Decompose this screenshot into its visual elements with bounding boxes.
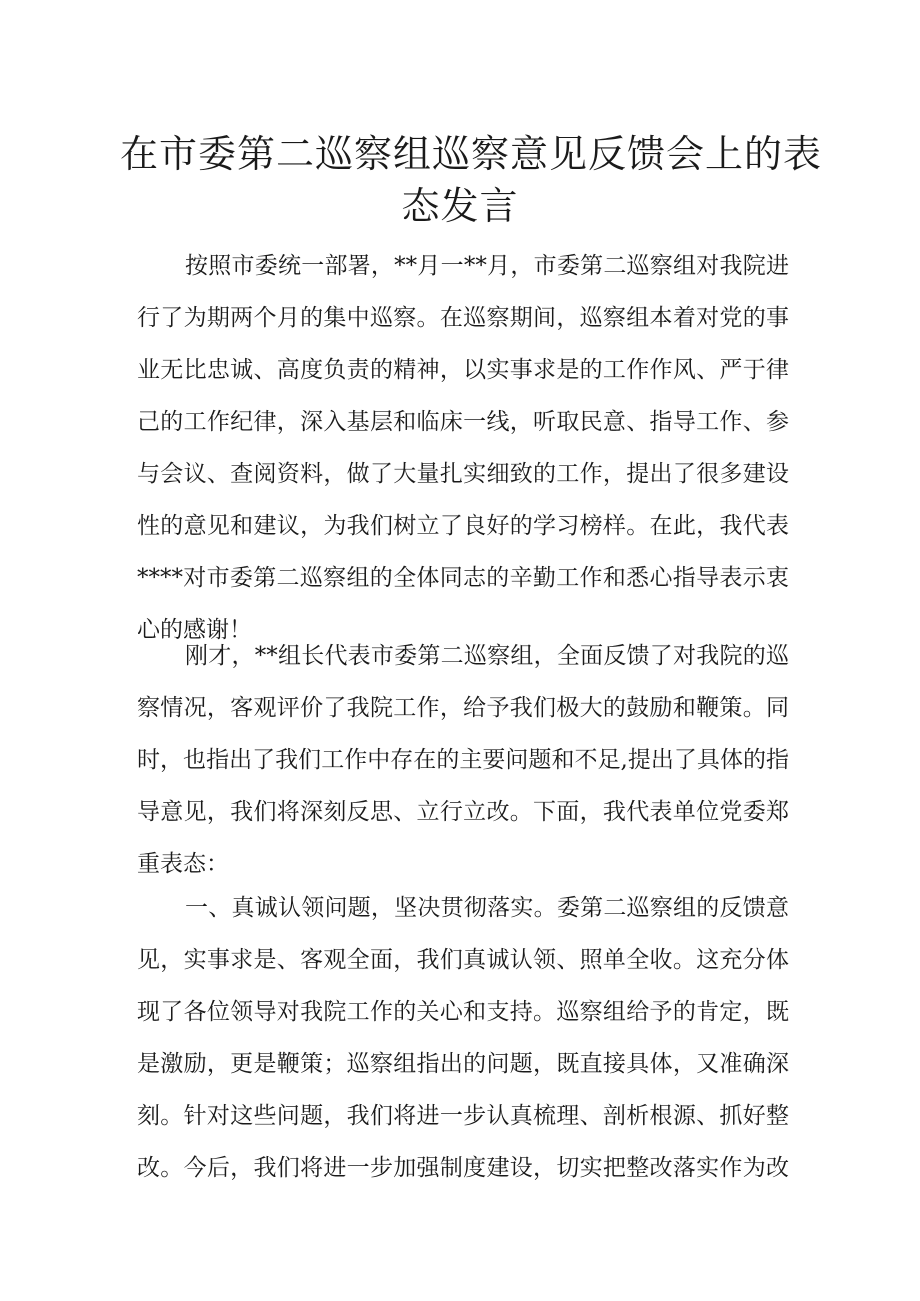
text-line: 刚才，**组长代表市委第二巡察组，全面反馈了对我院的巡 bbox=[185, 643, 789, 669]
text-line: 时，也指出了我们工作中存在的主要问题和不足,提出了具体的指 bbox=[137, 747, 789, 773]
text-line: 导意见，我们将深刻反思、立行立改。下面，我代表单位党委郑 bbox=[137, 799, 789, 825]
text-line: 一、真诚认领问题，坚决贯彻落实。委第二巡察组的反馈意 bbox=[185, 895, 789, 921]
paragraph-2 bbox=[137, 630, 789, 890]
title-line: 态发言 bbox=[401, 184, 519, 228]
text-line: 是激励，更是鞭策；巡察组指出的问题，既直接具体，又准确深 bbox=[137, 1051, 789, 1077]
text-line: 心的感谢！ bbox=[137, 617, 252, 643]
text-line: 重表态： bbox=[137, 851, 229, 877]
text-line: 业无比忠诚、高度负责的精神，以实事求是的工作作风、严于律 bbox=[137, 357, 789, 383]
text-line: 改。今后，我们将进一步加强制度建设，切实把整改落实作为改 bbox=[137, 1155, 789, 1181]
text-line: 察情况，客观评价了我院工作，给予我们极大的鼓励和鞭策。同 bbox=[137, 695, 789, 721]
paragraph-3 bbox=[137, 882, 789, 1194]
text-line: 现了各位领导对我院工作的关心和支持。巡察组给予的肯定，既 bbox=[137, 999, 789, 1025]
text-line: 行了为期两个月的集中巡察。在巡察期间，巡察组本着对党的事 bbox=[137, 305, 789, 331]
title-line: 在市委第二巡察组巡察意见反馈会上的表 bbox=[120, 132, 823, 176]
text-line: 见，实事求是、客观全面，我们真诚认领、照单全收。这充分体 bbox=[137, 947, 789, 973]
document-title bbox=[120, 128, 823, 232]
paragraph-1 bbox=[137, 240, 789, 656]
text-line: 性的意见和建议，为我们树立了良好的学习榜样。在此，我代表 bbox=[137, 513, 789, 539]
text-line: 己的工作纪律，深入基层和临床一线，听取民意、指导工作、参 bbox=[137, 409, 789, 435]
text-line: 刻。针对这些问题，我们将进一步认真梳理、剖析根源、抓好整 bbox=[137, 1103, 789, 1129]
text-line: ****对市委第二巡察组的全体同志的辛勤工作和悉心指导表示衷 bbox=[137, 565, 789, 591]
text-line: 与会议、查阅资料，做了大量扎实细致的工作，提出了很多建设 bbox=[137, 461, 789, 487]
text-line: 按照市委统一部署，**月一**月，市委第二巡察组对我院进 bbox=[185, 253, 789, 279]
